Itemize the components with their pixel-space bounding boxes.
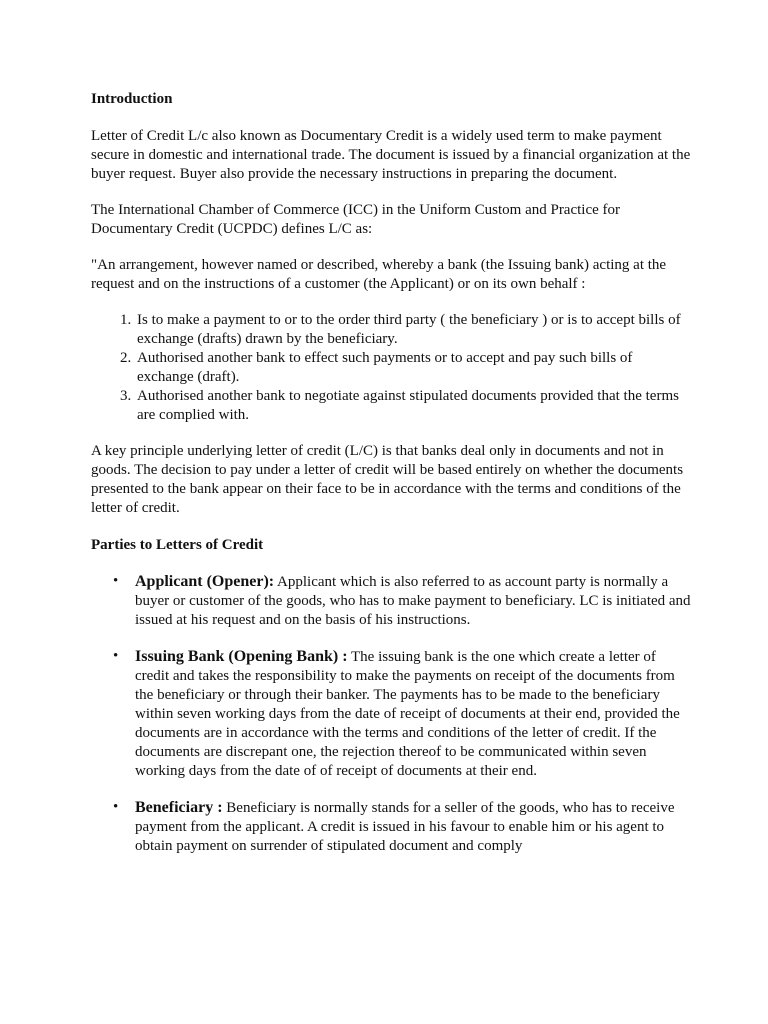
- intro-paragraph-2: The International Chamber of Commerce (ICC) in the Uniform Custom and Practice for Documentary Credit (UCPDC) defines L/C as:: [91, 202, 621, 237]
- party-item-issuing-bank: [135, 647, 691, 781]
- definition-list-item: 2. Authorised another bank to effect such payments or to accept and pay such bills of exchange (draft).: [135, 349, 691, 387]
- intro-paragraph-4: A key principle underlying letter of credit (L/C) is that banks deal only in documents and not in goods. The decision to pay under a letter of credit will be based entirely on whether the documents presented to the bank appear on their face to be in accordance with the terms and conditions of the letter of credit.: [91, 443, 684, 516]
- definition-list-item: 3. Authorised another bank to negotiate against stipulated documents provided that the terms are complied with.: [135, 387, 691, 425]
- party-description: Applicant which is also referred to as account party is normally a buyer or customer of the goods, who has to make payment to beneficiary. LC is initiated and issued at his request and on the basis of his instructions.: [135, 574, 691, 628]
- party-term: Issuing Bank (Opening Bank) :: [135, 648, 348, 665]
- party-description: Beneficiary is normally stands for a seller of the goods, who has to receive payment from the applicant. A credit is issued in his favour to enable him or his agent to obtain payment on surrender of stipulated document and comply: [135, 800, 675, 854]
- party-term: Beneficiary :: [135, 799, 223, 816]
- party-item-beneficiary: [135, 798, 691, 856]
- document-page: [91, 90, 691, 873]
- parties-heading: Parties to Letters of Credit: [91, 537, 264, 553]
- introduction-heading: Introduction: [91, 91, 173, 107]
- intro-paragraph-1: Letter of Credit L/c also known as Documentary Credit is a widely used term to make payment secure in domestic and international trade. The document is issued by a financial organization at the buyer request. Buyer also provide the necessary instructions in preparing the document.: [91, 128, 691, 182]
- party-item-applicant: [135, 572, 691, 630]
- parties-list: [91, 572, 691, 856]
- party-description: The issuing bank is the one which create a letter of credit and takes the responsibility to make the payments on receipt of the documents from the beneficiary or through their banker. The payments has to be made to the beneficiary within seven working days from the date of receipt of documents at their end, provided the documents are in accordance with the terms and conditions of the letter of credit. If the documents are discrepant one, the rejection thereof to be communicated within seven working days from the date of of receipt of documents at their end.: [135, 649, 680, 779]
- intro-paragraph-3: "An arrangement, however named or described, whereby a bank (the Issuing bank) acting at the request and on the instructions of a customer (the Applicant) or on its own behalf :: [91, 257, 667, 292]
- definition-list: [91, 311, 691, 425]
- definition-list-item: 1. Is to make a payment to or to the order third party ( the beneficiary ) or is to accept bills of exchange (drafts) drawn by the beneficiary.: [135, 311, 691, 349]
- party-term: Applicant (Opener):: [135, 573, 275, 590]
